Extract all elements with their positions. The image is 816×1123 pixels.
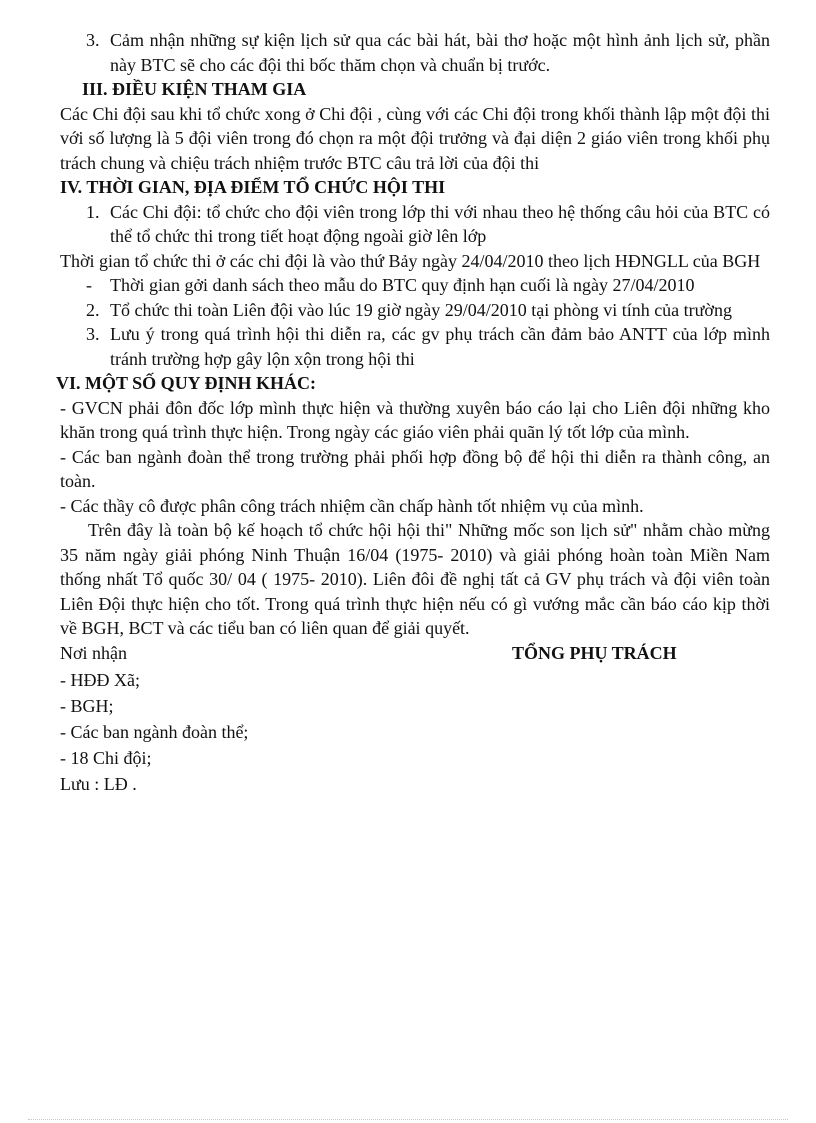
rule-departments: - Các ban ngành đoàn thể trong trường phải phối hợp đồng bộ để hội thi diễn ra thành công, an toàn. [60, 446, 770, 491]
rule-teachers: - Các thầy cô được phân công trách nhiệm cần chấp hành tốt nhiệm vụ của mình. [60, 495, 644, 516]
recipient-item: - HĐĐ Xã; [60, 669, 140, 690]
criteria-item-3 [60, 28, 770, 77]
signer-title: TỔNG PHỤ TRÁCH [512, 642, 677, 663]
time-item-1 [60, 200, 770, 249]
time-item-3 [60, 322, 770, 371]
document-page [56, 28, 770, 797]
deadline-item [60, 273, 770, 298]
recipients-list [60, 667, 770, 797]
time-item-2 [60, 298, 770, 323]
section-heading-time-location: IV. THỜI GIAN, ĐỊA ĐIỂM TỔ CHỨC HỘI THI [60, 177, 446, 197]
closing-paragraph: Trên đây là toàn bộ kế hoạch tổ chức hội hội thi" Những mốc son lịch sử" nhằm chào mừng 35 năm ngày giải phóng Ninh Thuận 16/04 (1975- 2010) và giải phóng hoàn toàn Miền Nam thống nhất Tổ quốc 30/ 04 ( 1975- 2010). Liên đôi đề nghị tất cả GV phụ trách và đội viên toàn Liên Đội thực hiện cho tốt. Trong quá trình thực hiện nếu có gì vướng mắc cần báo cáo kịp thời về BGH, BCT và các tiểu ban có liên quan để giải quyết. [60, 520, 770, 638]
recipient-item: - BGH; [60, 695, 114, 716]
list-number: 2. [86, 299, 100, 320]
time-paragraph: Thời gian tổ chức thi ở các chi đội là vào thứ Bảy ngày 24/04/2010 theo lịch HĐNGLL của BGH [60, 250, 761, 271]
signature-row [60, 641, 770, 667]
list-text: Tổ chức thi toàn Liên đội vào lúc 19 giờ ngày 29/04/2010 tại phòng vi tính của trường [110, 299, 732, 320]
recipient-item: - 18 Chi đội; [60, 747, 152, 768]
page-footer-divider [28, 1119, 788, 1120]
list-number: 3. [86, 324, 100, 344]
rule-gvcn: - GVCN phải đôn đốc lớp mình thực hiện và thường xuyên báo cáo lại cho Liên đội những kho khăn trong quá trình thực hiện. Trong ngày các giáo viên phải quãn lý tốt lớp của mình. [60, 397, 770, 442]
conditions-paragraph: Các Chi đội sau khi tổ chức xong ở Chi đội , cùng với các Chi đội trong khối thành lập một đội thi với số lượng là 5 đội viên trong đó chọn ra một đội trưởng và đại diện 2 giáo viên trong khối phụ trách chung và chiệu trách nhiệm trước BTC câu trả lời của đội thi [60, 103, 770, 173]
recipient-item: - Các ban ngành đoàn thể; [60, 721, 249, 742]
list-text: Lưu ý trong quá trình hội thi diễn ra, các gv phụ trách cần đảm bảo ANTT của lớp mình tránh trường hợp gây lộn xộn trong hội thi [110, 324, 770, 369]
section-heading-conditions: III. ĐIỀU KIỆN THAM GIA [82, 79, 307, 99]
recipients-label: Nơi nhận [60, 642, 128, 663]
section-heading-other-rules: VI. MỘT SỐ QUY ĐỊNH KHÁC: [56, 373, 317, 393]
list-text: Các Chi đội: tổ chức cho đội viên trong lớp thi với nhau theo hệ thống câu hỏi của BTC có thể tổ chức thi trong tiết hoạt động ngoài giờ lên lớp [110, 201, 770, 246]
deadline-text: Thời gian gởi danh sách theo mẫu do BTC quy định hạn cuối là ngày 27/04/2010 [110, 275, 695, 295]
list-number: 3. [86, 30, 100, 50]
list-number: 1. [86, 201, 100, 222]
list-text: Cảm nhận những sự kiện lịch sử qua các bài hát, bài thơ hoặc một hình ảnh lịch sử, phần này BTC sẽ cho các đội thi bốc thăm chọn và chuẩn bị trước. [110, 30, 770, 75]
dash-bullet: - [86, 275, 92, 295]
archive-note: Lưu : LĐ . [60, 773, 137, 794]
